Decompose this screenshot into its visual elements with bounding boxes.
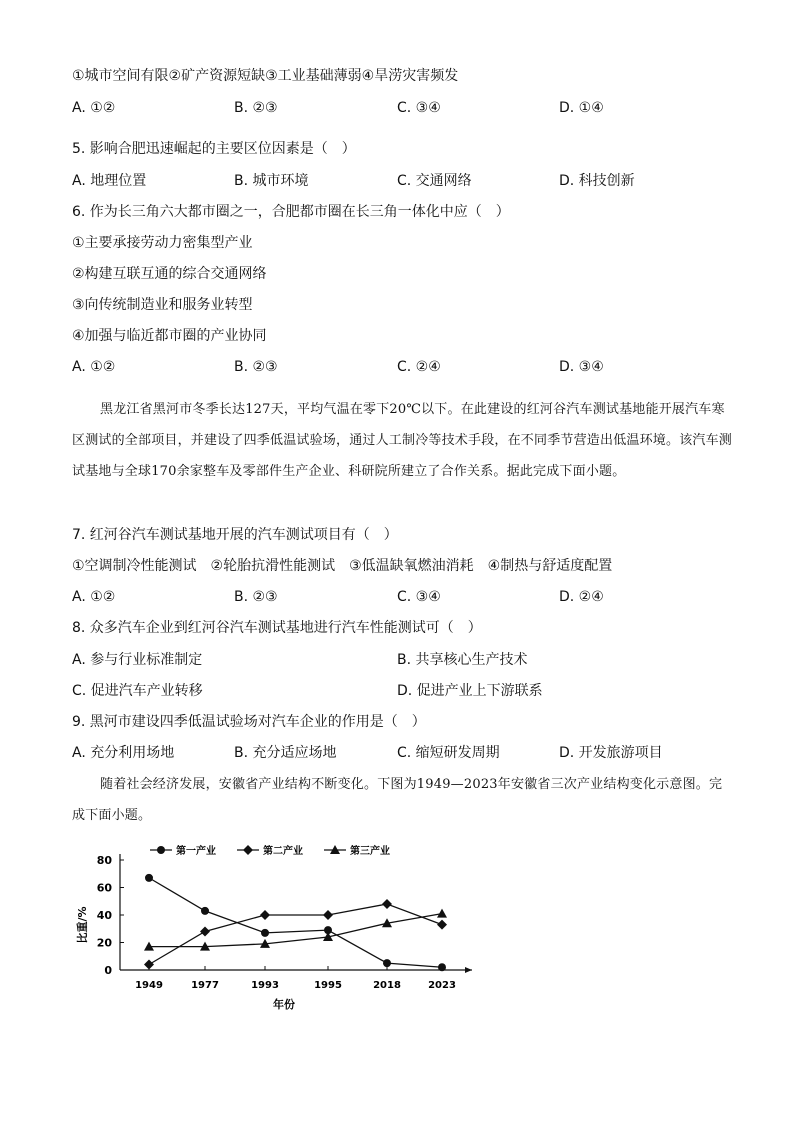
x-tick-label: 1995 <box>314 980 342 991</box>
q7-choice-a[interactable]: A. ①② <box>72 589 116 605</box>
industry-structure-chart <box>72 840 492 1020</box>
q9-choice-c[interactable]: C. 缩短研发周期 <box>397 745 500 761</box>
series-line-3 <box>149 914 442 947</box>
x-axis-arrow <box>465 967 472 973</box>
x-tick-label: 1993 <box>251 980 279 991</box>
q7-choice-b[interactable]: B. ②③ <box>234 589 278 605</box>
q7-stem: 7. 红河谷汽车测试基地开展的汽车测试项目有（ ） <box>72 527 398 543</box>
data-point-s1-1993 <box>261 929 269 937</box>
q8-choice-d[interactable]: D. 促进产业上下游联系 <box>397 683 543 699</box>
q5-choice-c[interactable]: C. 交通网络 <box>397 173 472 189</box>
q4-choice-b[interactable]: B. ②③ <box>234 100 278 116</box>
q7-choice-d[interactable]: D. ②④ <box>559 589 604 605</box>
q4-choice-c[interactable]: C. ③④ <box>397 100 441 116</box>
q7-items-line: ①空调制冷性能测试 ②轮胎抗滑性能测试 ③低温缺氧燃油消耗 ④制热与舒适度配置 <box>72 558 613 574</box>
q8-choice-b[interactable]: B. 共享核心生产技术 <box>397 652 528 668</box>
data-point-s1-2018 <box>383 959 391 967</box>
q6-choice-c[interactable]: C. ②④ <box>397 359 441 375</box>
q6-item-2: ②构建互联互通的综合交通网络 <box>72 266 267 282</box>
q9-stem: 9. 黑河市建设四季低温试验场对汽车企业的作用是（ ） <box>72 714 426 730</box>
q6-choice-a[interactable]: A. ①② <box>72 359 116 375</box>
q5-choice-b[interactable]: B. 城市环境 <box>234 173 309 189</box>
q5-choice-d[interactable]: D. 科技创新 <box>559 173 635 189</box>
series-line-1 <box>149 878 442 967</box>
chart-axes <box>97 854 472 991</box>
legend-label-3: 第三产业 <box>350 846 390 857</box>
data-point-s1-2023 <box>438 963 446 971</box>
data-point-s2-1995 <box>323 910 333 920</box>
chart-x-label: 年份 <box>273 998 295 1011</box>
q6-item-1: ①主要承接劳动力密集型产业 <box>72 235 253 251</box>
q6-item-3: ③向传统制造业和服务业转型 <box>72 297 253 313</box>
chart-series <box>144 874 447 971</box>
x-tick-label: 1949 <box>135 980 163 991</box>
data-point-s1-1977 <box>201 907 209 915</box>
chart-legend <box>150 844 390 857</box>
chart-y-label: 比重/% <box>76 906 89 944</box>
data-point-s2-1993 <box>260 910 270 920</box>
q6-item-4: ④加强与临近都市圈的产业协同 <box>72 328 267 344</box>
x-tick-label: 2018 <box>373 980 401 991</box>
y-tick-label: 80 <box>96 854 112 867</box>
q6-choice-d[interactable]: D. ③④ <box>559 359 604 375</box>
data-point-s2-1977 <box>200 927 210 937</box>
data-point-s2-2023 <box>437 920 447 930</box>
q5-stem: 5. 影响合肥迅速崛起的主要区位因素是（ ） <box>72 141 356 157</box>
q9-choice-b[interactable]: B. 充分适应场地 <box>234 745 337 761</box>
legend-marker-2 <box>243 845 253 855</box>
q4-options-line: ①城市空间有限②矿产资源短缺③工业基础薄弱④旱涝灾害频发 <box>72 68 459 84</box>
q8-choice-c[interactable]: C. 促进汽车产业转移 <box>72 683 203 699</box>
q6-stem: 6. 作为长三角六大都市圈之一，合肥都市圈在长三角一体化中应（ ） <box>72 204 510 220</box>
q8-choice-a[interactable]: A. 参与行业标准制定 <box>72 652 203 668</box>
q5-choice-a[interactable]: A. 地理位置 <box>72 173 147 189</box>
q6-choice-b[interactable]: B. ②③ <box>234 359 278 375</box>
q9-choice-a[interactable]: A. 充分利用场地 <box>72 745 175 761</box>
passage-anhui: 随着社会经济发展，安徽省产业结构不断变化。下图为1949—2023年安徽省三次产业结构变化示意图。完成下面小题。 <box>72 777 723 823</box>
passage-heihe: 黑龙江省黑河市冬季长达127天，平均气温在零下20℃以下。在此建设的红河谷汽车测试基地能开展汽车寒区测试的全部项目，并建设了四季低温试验场，通过人工制冷等技术手段，在不同季节营造出低温环境。该汽车测试基地与全球170余家整车及零部件生产企业、科研院所建立了合作关系。据此完成下面小题。 <box>72 402 733 479</box>
x-tick-label: 1977 <box>191 980 219 991</box>
y-tick-label: 20 <box>96 936 112 950</box>
legend-label-1: 第一产业 <box>176 846 216 857</box>
legend-marker-1 <box>157 846 165 854</box>
data-point-s2-1949 <box>144 960 154 970</box>
y-tick-label: 0 <box>104 964 112 977</box>
q7-choice-c[interactable]: C. ③④ <box>397 589 441 605</box>
data-point-s1-1949 <box>145 874 153 882</box>
x-tick-label: 2023 <box>428 980 456 991</box>
legend-label-2: 第二产业 <box>263 846 303 857</box>
data-point-s3-2023 <box>437 909 447 918</box>
y-tick-label: 40 <box>96 909 112 922</box>
q4-choice-d[interactable]: D. ①④ <box>559 100 604 116</box>
q4-choice-a[interactable]: A. ①② <box>72 100 116 116</box>
q8-stem: 8. 众多汽车企业到红河谷汽车测试基地进行汽车性能测试可（ ） <box>72 620 482 636</box>
data-point-s2-2018 <box>382 899 392 909</box>
q9-choice-d[interactable]: D. 开发旅游项目 <box>559 745 663 761</box>
series-line-2 <box>149 904 442 965</box>
y-tick-label: 60 <box>96 881 112 895</box>
